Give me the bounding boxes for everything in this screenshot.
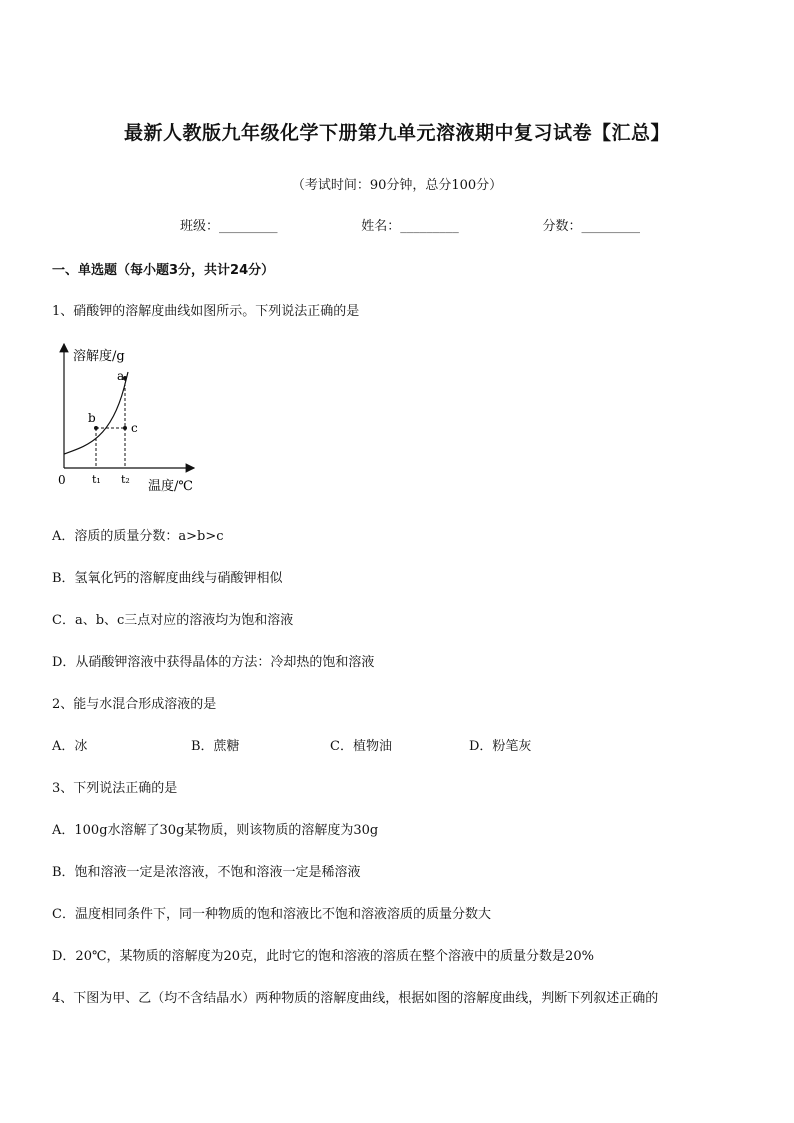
question-4-stem: 4、下图为甲、乙（均不含结晶水）两种物质的溶解度曲线，根据如图的溶解度曲线，判断下列叙述正确的 <box>52 991 659 1006</box>
question-1-option-c: C．a、b、c三点对应的溶液均为饱和溶液 <box>52 613 294 628</box>
question-1-option-a: A．溶质的质量分数：a>b>c <box>52 529 224 544</box>
question-2-stem: 2、能与水混合形成溶液的是 <box>52 697 217 712</box>
question-2-option-c: C．植物油 <box>330 739 392 754</box>
question-1-option-d: D．从硝酸钾溶液中获得晶体的方法：冷却热的饱和溶液 <box>52 655 375 670</box>
point-c-marker <box>123 426 127 430</box>
question-2-option-a: A．冰 <box>52 739 88 754</box>
question-3-option-b: B．饱和溶液一定是浓溶液，不饱和溶液一定是稀溶液 <box>52 865 361 880</box>
y-axis-label: 溶解度/g <box>73 349 125 364</box>
point-a-label: a <box>117 369 125 383</box>
class-field: 班级：_________ <box>180 219 278 234</box>
question-3-option-d: D．20℃，某物质的溶解度为20克，此时它的饱和溶液的溶质在整个溶液中的质量分数是20% <box>52 949 594 964</box>
point-b-marker <box>94 426 98 430</box>
t2-label: t₂ <box>121 473 130 486</box>
student-info-row <box>180 215 640 234</box>
section-heading: 一、单选题（每小题3分，共计24分） <box>52 263 275 278</box>
question-3-option-c: C．温度相同条件下，同一种物质的饱和溶液比不饱和溶液溶质的质量分数大 <box>52 907 491 922</box>
point-c-label: c <box>131 421 138 435</box>
solubility-curve-figure <box>48 338 208 498</box>
question-1-option-b: B．氢氧化钙的溶解度曲线与硝酸钾相似 <box>52 571 283 586</box>
page-title: 最新人教版九年级化学下册第九单元溶液期中复习试卷【汇总】 <box>123 122 670 144</box>
question-2-option-d: D．粉笔灰 <box>469 739 532 754</box>
score-field: 分数：_________ <box>542 219 640 234</box>
question-3-option-a: A．100g水溶解了30g某物质，则该物质的溶解度为30g <box>52 823 379 838</box>
t1-label: t₁ <box>92 473 101 486</box>
solubility-curve <box>64 372 128 454</box>
question-1-stem: 1、硝酸钾的溶解度曲线如图所示。下列说法正确的是 <box>52 304 360 319</box>
x-axis-label: 温度/℃ <box>148 479 193 494</box>
origin-label: 0 <box>58 473 66 487</box>
question-2-option-b: B．蔗糖 <box>191 739 240 754</box>
question-2-options <box>52 735 608 754</box>
name-field: 姓名：_________ <box>361 219 459 234</box>
point-b-label: b <box>88 411 96 425</box>
exam-time-note: （考试时间：90分钟，总分100分） <box>291 178 503 193</box>
question-3-stem: 3、下列说法正确的是 <box>52 781 178 796</box>
